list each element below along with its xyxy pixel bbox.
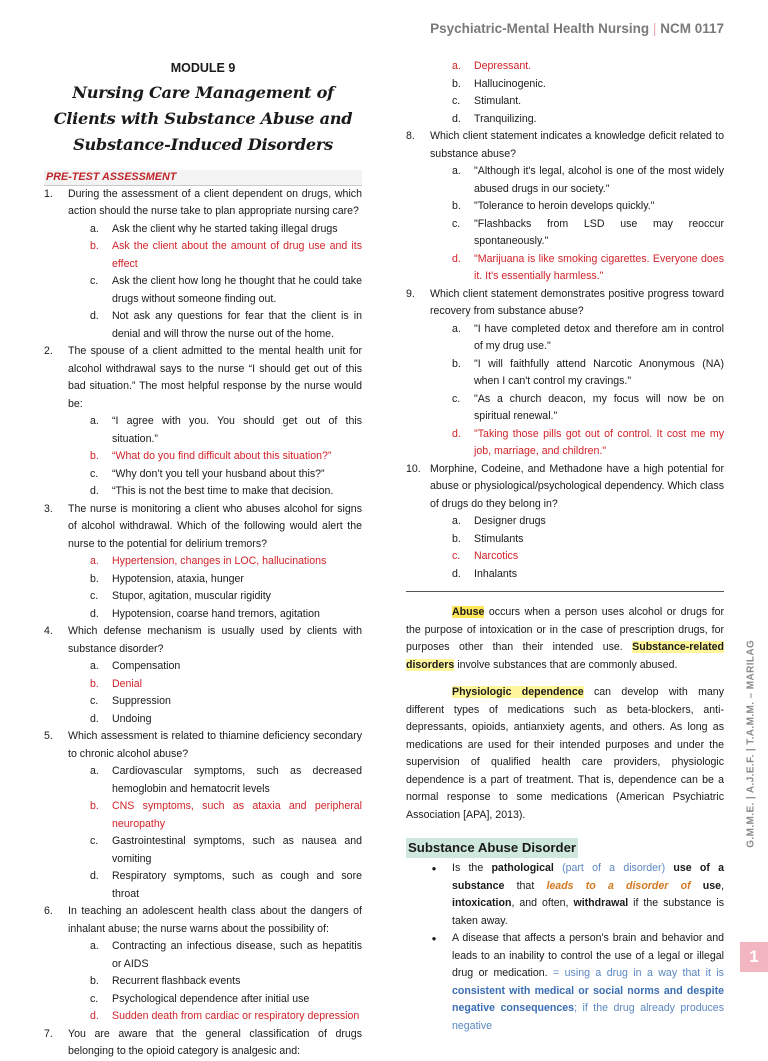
option-letter: b. bbox=[90, 677, 99, 690]
option-letter: c. bbox=[452, 95, 461, 107]
question-number: 2. bbox=[44, 345, 53, 357]
option-letter: a. bbox=[90, 765, 99, 777]
options bbox=[406, 513, 724, 583]
option-text: Psychological dependence after initial use bbox=[112, 992, 310, 1005]
option-text: Sudden death from cardiac or respiratory depression bbox=[112, 1010, 360, 1022]
question-text: The spouse of a client admitted to the mental health unit for alcohol withdrawal says to the nurse “I should get out of this bad situation.” The most helpful response by the nurse would be: bbox=[68, 345, 362, 410]
text-run: if the substance is taken away. bbox=[452, 897, 724, 927]
option-letter: c. bbox=[90, 467, 99, 480]
bullet-item bbox=[406, 930, 724, 1035]
option bbox=[452, 216, 724, 251]
option bbox=[90, 588, 362, 606]
option-letter: d. bbox=[90, 607, 99, 620]
text-run: use bbox=[690, 879, 722, 892]
option-letter: d. bbox=[452, 112, 461, 125]
option-text: “I agree with you. You should get out of this situation.” bbox=[112, 415, 362, 445]
bullet-item bbox=[406, 860, 724, 930]
question-number: 1. bbox=[44, 187, 53, 200]
question-number: 3. bbox=[44, 502, 53, 515]
option-text: "As a church deacon, my focus will now be on spiritual renewal." bbox=[474, 392, 724, 422]
option-text: “Why don’t you tell your husband about this?” bbox=[112, 467, 325, 480]
option-letter: d. bbox=[452, 427, 461, 440]
author-credits: G.M.M.E. | A.J.E.F. | T.A.M.M. – MARILAG bbox=[745, 639, 757, 848]
option-answer bbox=[90, 238, 362, 273]
paragraph-text: can develop with many different types of medications such as beta-blockers, anti-depressants, opioids, antianxiety agents, and others. As long as medications are used for their intended purposes and under the supervision of qualified health care providers, physiologic dependence is a part of treatment. That is, dependence can be a normal response to some medications (American Psychiatric Association [APA], 2013). bbox=[406, 686, 724, 821]
option-letter: d. bbox=[90, 712, 99, 725]
option-text: Undoing bbox=[112, 712, 152, 725]
text-run: that bbox=[504, 879, 547, 892]
options bbox=[406, 163, 724, 286]
term-abuse: Abuse bbox=[452, 606, 485, 618]
options bbox=[44, 413, 362, 501]
text-run: leads to a disorder of bbox=[546, 879, 691, 892]
option-answer bbox=[452, 251, 724, 286]
option bbox=[90, 606, 362, 624]
option-text: Ask the client how long he thought that he could take drugs without someone finding out. bbox=[112, 275, 362, 305]
option bbox=[90, 711, 362, 729]
right-column bbox=[406, 58, 724, 1035]
text-run: ; if the drug already produces negative bbox=[452, 1002, 724, 1032]
option-text: Suppression bbox=[112, 695, 171, 707]
option-letter: c. bbox=[452, 217, 461, 230]
options bbox=[406, 321, 724, 461]
option-answer bbox=[90, 553, 362, 571]
option-text: Designer drugs bbox=[474, 515, 546, 527]
option bbox=[90, 466, 362, 484]
options bbox=[44, 221, 362, 344]
option-text: “This is not the best time to make that decision. bbox=[112, 485, 334, 497]
question-number: 4. bbox=[44, 625, 53, 637]
option-text: Ask the client about the amount of drug use and its effect bbox=[112, 240, 362, 270]
option-text: "I have completed detox and therefore am in control of my drug use." bbox=[474, 322, 724, 352]
option bbox=[90, 658, 362, 676]
option-letter: b. bbox=[90, 975, 99, 987]
option-text: Compensation bbox=[112, 660, 181, 672]
paragraph-text: occurs when a person uses alcohol or drugs for the purpose of intoxication or in the case of prescription drugs, for purposes other than their intended use. bbox=[406, 606, 724, 653]
question-text: You are aware that the general classification of drugs belonging to the opioid category is analgesic and: bbox=[68, 1027, 362, 1057]
question bbox=[406, 128, 724, 163]
question-text: During the assessment of a client dependent on drugs, which action should the nurse take to plan appropriate nursing care? bbox=[68, 187, 362, 217]
text-run: intoxication bbox=[452, 897, 512, 909]
question bbox=[44, 501, 362, 554]
course-code: NCM 0117 bbox=[660, 21, 724, 36]
question bbox=[44, 903, 362, 938]
option-letter: a. bbox=[90, 660, 99, 672]
option-answer bbox=[452, 548, 724, 566]
option-text: Not ask any questions for fear that the client is in denial and will throw the nurse out of the home. bbox=[112, 310, 362, 340]
option-letter: d. bbox=[452, 567, 461, 580]
option-answer bbox=[452, 58, 724, 76]
option-text: Hypertension, changes in LOC, hallucinations bbox=[112, 555, 327, 567]
option bbox=[90, 938, 362, 973]
module-label: MODULE 9 bbox=[170, 61, 236, 75]
option-letter: a. bbox=[90, 415, 99, 427]
option-text: Hypotension, coarse hand tremors, agitation bbox=[112, 607, 320, 620]
option-letter: a. bbox=[90, 940, 99, 952]
option bbox=[90, 571, 362, 589]
option-letter: d. bbox=[90, 1010, 99, 1022]
option-text: "Marijuana is like smoking cigarettes. Everyone does it. It's essentially harmless." bbox=[474, 252, 724, 282]
option-letter: b. bbox=[452, 532, 461, 545]
option bbox=[452, 111, 724, 129]
text-run: (part of a disorder) bbox=[553, 862, 674, 874]
option-text: Hallucinogenic. bbox=[474, 77, 546, 90]
option-letter: b. bbox=[90, 800, 99, 812]
option bbox=[452, 93, 724, 111]
option-text: "Taking those pills got out of control. It cost me my job, marriage, and children." bbox=[474, 427, 724, 457]
option-letter: d. bbox=[452, 252, 461, 265]
question-number: 8. bbox=[406, 130, 415, 142]
option-answer bbox=[90, 1008, 362, 1026]
option-text: Cardiovascular symptoms, such as decreased hemoglobin and hematocrit levels bbox=[112, 765, 362, 795]
paragraph-text: involve substances that are commonly abused. bbox=[454, 658, 678, 671]
term-substance-related-disorders: Substance-related disorders bbox=[406, 641, 724, 671]
option-text: "Although it's legal, alcohol is one of the most widely abused drugs in our society." bbox=[474, 165, 724, 195]
text-run: consistent with medical or social norms and despite negative consequences bbox=[452, 984, 724, 1014]
header-separator: | bbox=[652, 21, 657, 36]
option-letter: b. bbox=[90, 572, 99, 585]
option-answer bbox=[452, 426, 724, 461]
question-text: Which defense mechanism is usually used by clients with substance disorder? bbox=[68, 625, 362, 655]
option-answer bbox=[90, 448, 362, 466]
option bbox=[90, 973, 362, 991]
option-text: Hypotension, ataxia, hunger bbox=[112, 572, 244, 585]
page-number: 1 bbox=[740, 942, 768, 972]
text-run: = using a drug in a way that it is bbox=[553, 967, 724, 979]
option-text: Tranquilizing. bbox=[474, 112, 537, 125]
option-letter: b. bbox=[452, 200, 461, 212]
option-letter: a. bbox=[452, 515, 461, 527]
option bbox=[452, 76, 724, 94]
option-text: Denial bbox=[112, 677, 143, 690]
option-text: Narcotics bbox=[474, 550, 519, 562]
option bbox=[90, 833, 362, 868]
question bbox=[44, 623, 362, 658]
option-letter: c. bbox=[90, 835, 99, 847]
option bbox=[90, 693, 362, 711]
text-run: use of a substance bbox=[452, 862, 724, 892]
option bbox=[452, 321, 724, 356]
option-answer bbox=[90, 798, 362, 833]
dependence-paragraph bbox=[406, 684, 724, 824]
question bbox=[44, 728, 362, 763]
option bbox=[452, 391, 724, 426]
option bbox=[452, 198, 724, 216]
option-letter: a. bbox=[452, 322, 461, 335]
question-number: 9. bbox=[406, 287, 415, 300]
title-line: Substance-Induced Disorders bbox=[73, 134, 333, 154]
option-text: Stupor, agitation, muscular rigidity bbox=[112, 590, 271, 602]
option-letter: b. bbox=[452, 77, 461, 90]
option bbox=[90, 868, 362, 903]
option-letter: b. bbox=[90, 240, 99, 252]
option-letter: c. bbox=[90, 992, 99, 1005]
author-sidebar bbox=[736, 560, 766, 940]
question bbox=[406, 461, 724, 514]
option-letter: d. bbox=[90, 870, 99, 882]
question-number: 6. bbox=[44, 905, 53, 917]
question-number: 5. bbox=[44, 730, 53, 742]
option-text: Respiratory symptoms, such as cough and sore throat bbox=[112, 870, 362, 900]
course-name: Psychiatric-Mental Health Nursing bbox=[430, 21, 650, 36]
question bbox=[44, 343, 362, 413]
option bbox=[452, 513, 724, 531]
option-text: “What do you find difficult about this situation?” bbox=[112, 450, 332, 462]
abuse-paragraph bbox=[406, 604, 724, 674]
text-run: A disease that affects a person's brain and behavior and leads to an inability to control the use of a legal or illegal drug or medication. bbox=[452, 932, 724, 979]
options bbox=[44, 553, 362, 623]
option-text: CNS symptoms, such as ataxia and peripheral neuropathy bbox=[112, 800, 362, 830]
title-line: Nursing Care Management of bbox=[72, 82, 334, 102]
option bbox=[90, 483, 362, 501]
option bbox=[452, 531, 724, 549]
option-text: Recurrent flashback events bbox=[112, 975, 241, 987]
option-letter: c. bbox=[90, 590, 99, 602]
options bbox=[406, 58, 724, 128]
option-letter: a. bbox=[452, 165, 461, 177]
question-number: 7. bbox=[44, 1027, 53, 1040]
question bbox=[44, 1026, 362, 1061]
option bbox=[90, 413, 362, 448]
text-run: withdrawal bbox=[573, 897, 629, 909]
option bbox=[90, 763, 362, 798]
option-letter: a. bbox=[452, 60, 461, 72]
option bbox=[90, 221, 362, 239]
text-run: , bbox=[721, 879, 725, 892]
bullet-icon: ● bbox=[431, 934, 437, 943]
title-line: Clients with Substance Abuse and bbox=[53, 108, 353, 128]
question-number: 10. bbox=[406, 462, 421, 475]
text-run: Is the bbox=[452, 862, 492, 874]
option-letter: a. bbox=[90, 222, 99, 235]
option bbox=[452, 566, 724, 584]
term-physiologic-dependence: Physiologic dependence bbox=[452, 686, 584, 698]
page-header bbox=[430, 20, 724, 38]
option bbox=[90, 273, 362, 308]
pretest-heading: PRE-TEST ASSESSMENT bbox=[44, 170, 362, 186]
option bbox=[90, 991, 362, 1009]
module-title bbox=[44, 80, 362, 158]
option bbox=[452, 163, 724, 198]
option-text: Inhalants bbox=[474, 567, 517, 580]
option bbox=[452, 356, 724, 391]
option-letter: b. bbox=[452, 357, 461, 370]
option-letter: d. bbox=[90, 485, 99, 497]
bullet-icon: ● bbox=[431, 864, 437, 873]
option-letter: c. bbox=[452, 392, 461, 405]
option-text: Ask the client why he started taking illegal drugs bbox=[112, 222, 338, 235]
question-text: The nurse is monitoring a client who abuses alcohol for signs of alcohol withdrawal. Which of the following would alert the nurse to the potential for delirium tremors? bbox=[68, 502, 362, 550]
option-text: "I will faithfully attend Narcotic Anonymous (NA) when I can't control my cravings." bbox=[474, 357, 724, 387]
option-text: Contracting an infectious disease, such as hepatitis or AIDS bbox=[112, 940, 362, 970]
option-letter: c. bbox=[90, 275, 99, 287]
option-letter: c. bbox=[452, 550, 461, 562]
option bbox=[90, 308, 362, 343]
question-text: Which client statement demonstrates positive progress toward recovery from substance abuse? bbox=[430, 287, 724, 317]
options bbox=[44, 938, 362, 1026]
option-letter: c. bbox=[90, 695, 99, 707]
option-text: Depressant. bbox=[474, 60, 532, 72]
option-letter: d. bbox=[90, 310, 99, 322]
text-run: , and often, bbox=[511, 897, 574, 909]
option-letter: a. bbox=[90, 555, 99, 567]
question-text: In teaching an adolescent health class about the dangers of inhalant abuse; the nurse warns about the possibility of: bbox=[68, 905, 362, 935]
section-divider bbox=[406, 591, 724, 592]
options bbox=[44, 763, 362, 903]
option-letter: b. bbox=[90, 450, 99, 462]
option-text: "Flashbacks from LSD use may reoccur spontaneously." bbox=[474, 217, 724, 247]
option-text: Stimulants bbox=[474, 532, 524, 545]
option-text: Stimulant. bbox=[474, 95, 522, 107]
option-text: Gastrointestinal symptoms, such as nausea and vomiting bbox=[112, 835, 362, 865]
text-run: pathological bbox=[491, 862, 554, 874]
bullet-text bbox=[452, 860, 724, 930]
question bbox=[44, 186, 362, 221]
option-text: "Tolerance to heroin develops quickly." bbox=[474, 200, 655, 212]
question-text: Morphine, Codeine, and Methadone have a high potential for abuse or physiological/psychological dependency. Which class of drugs do they belong in? bbox=[430, 462, 724, 510]
question-text: Which client statement indicates a knowledge deficit related to substance abuse? bbox=[430, 130, 724, 160]
section-heading: Substance Abuse Disorder bbox=[406, 838, 578, 858]
bullet-text bbox=[452, 930, 724, 1035]
option-answer bbox=[90, 676, 362, 694]
question bbox=[406, 286, 724, 321]
options bbox=[44, 658, 362, 728]
left-column bbox=[44, 60, 362, 1061]
question-text: Which assessment is related to thiamine deficiency secondary to chronic alcohol abuse? bbox=[68, 730, 362, 760]
